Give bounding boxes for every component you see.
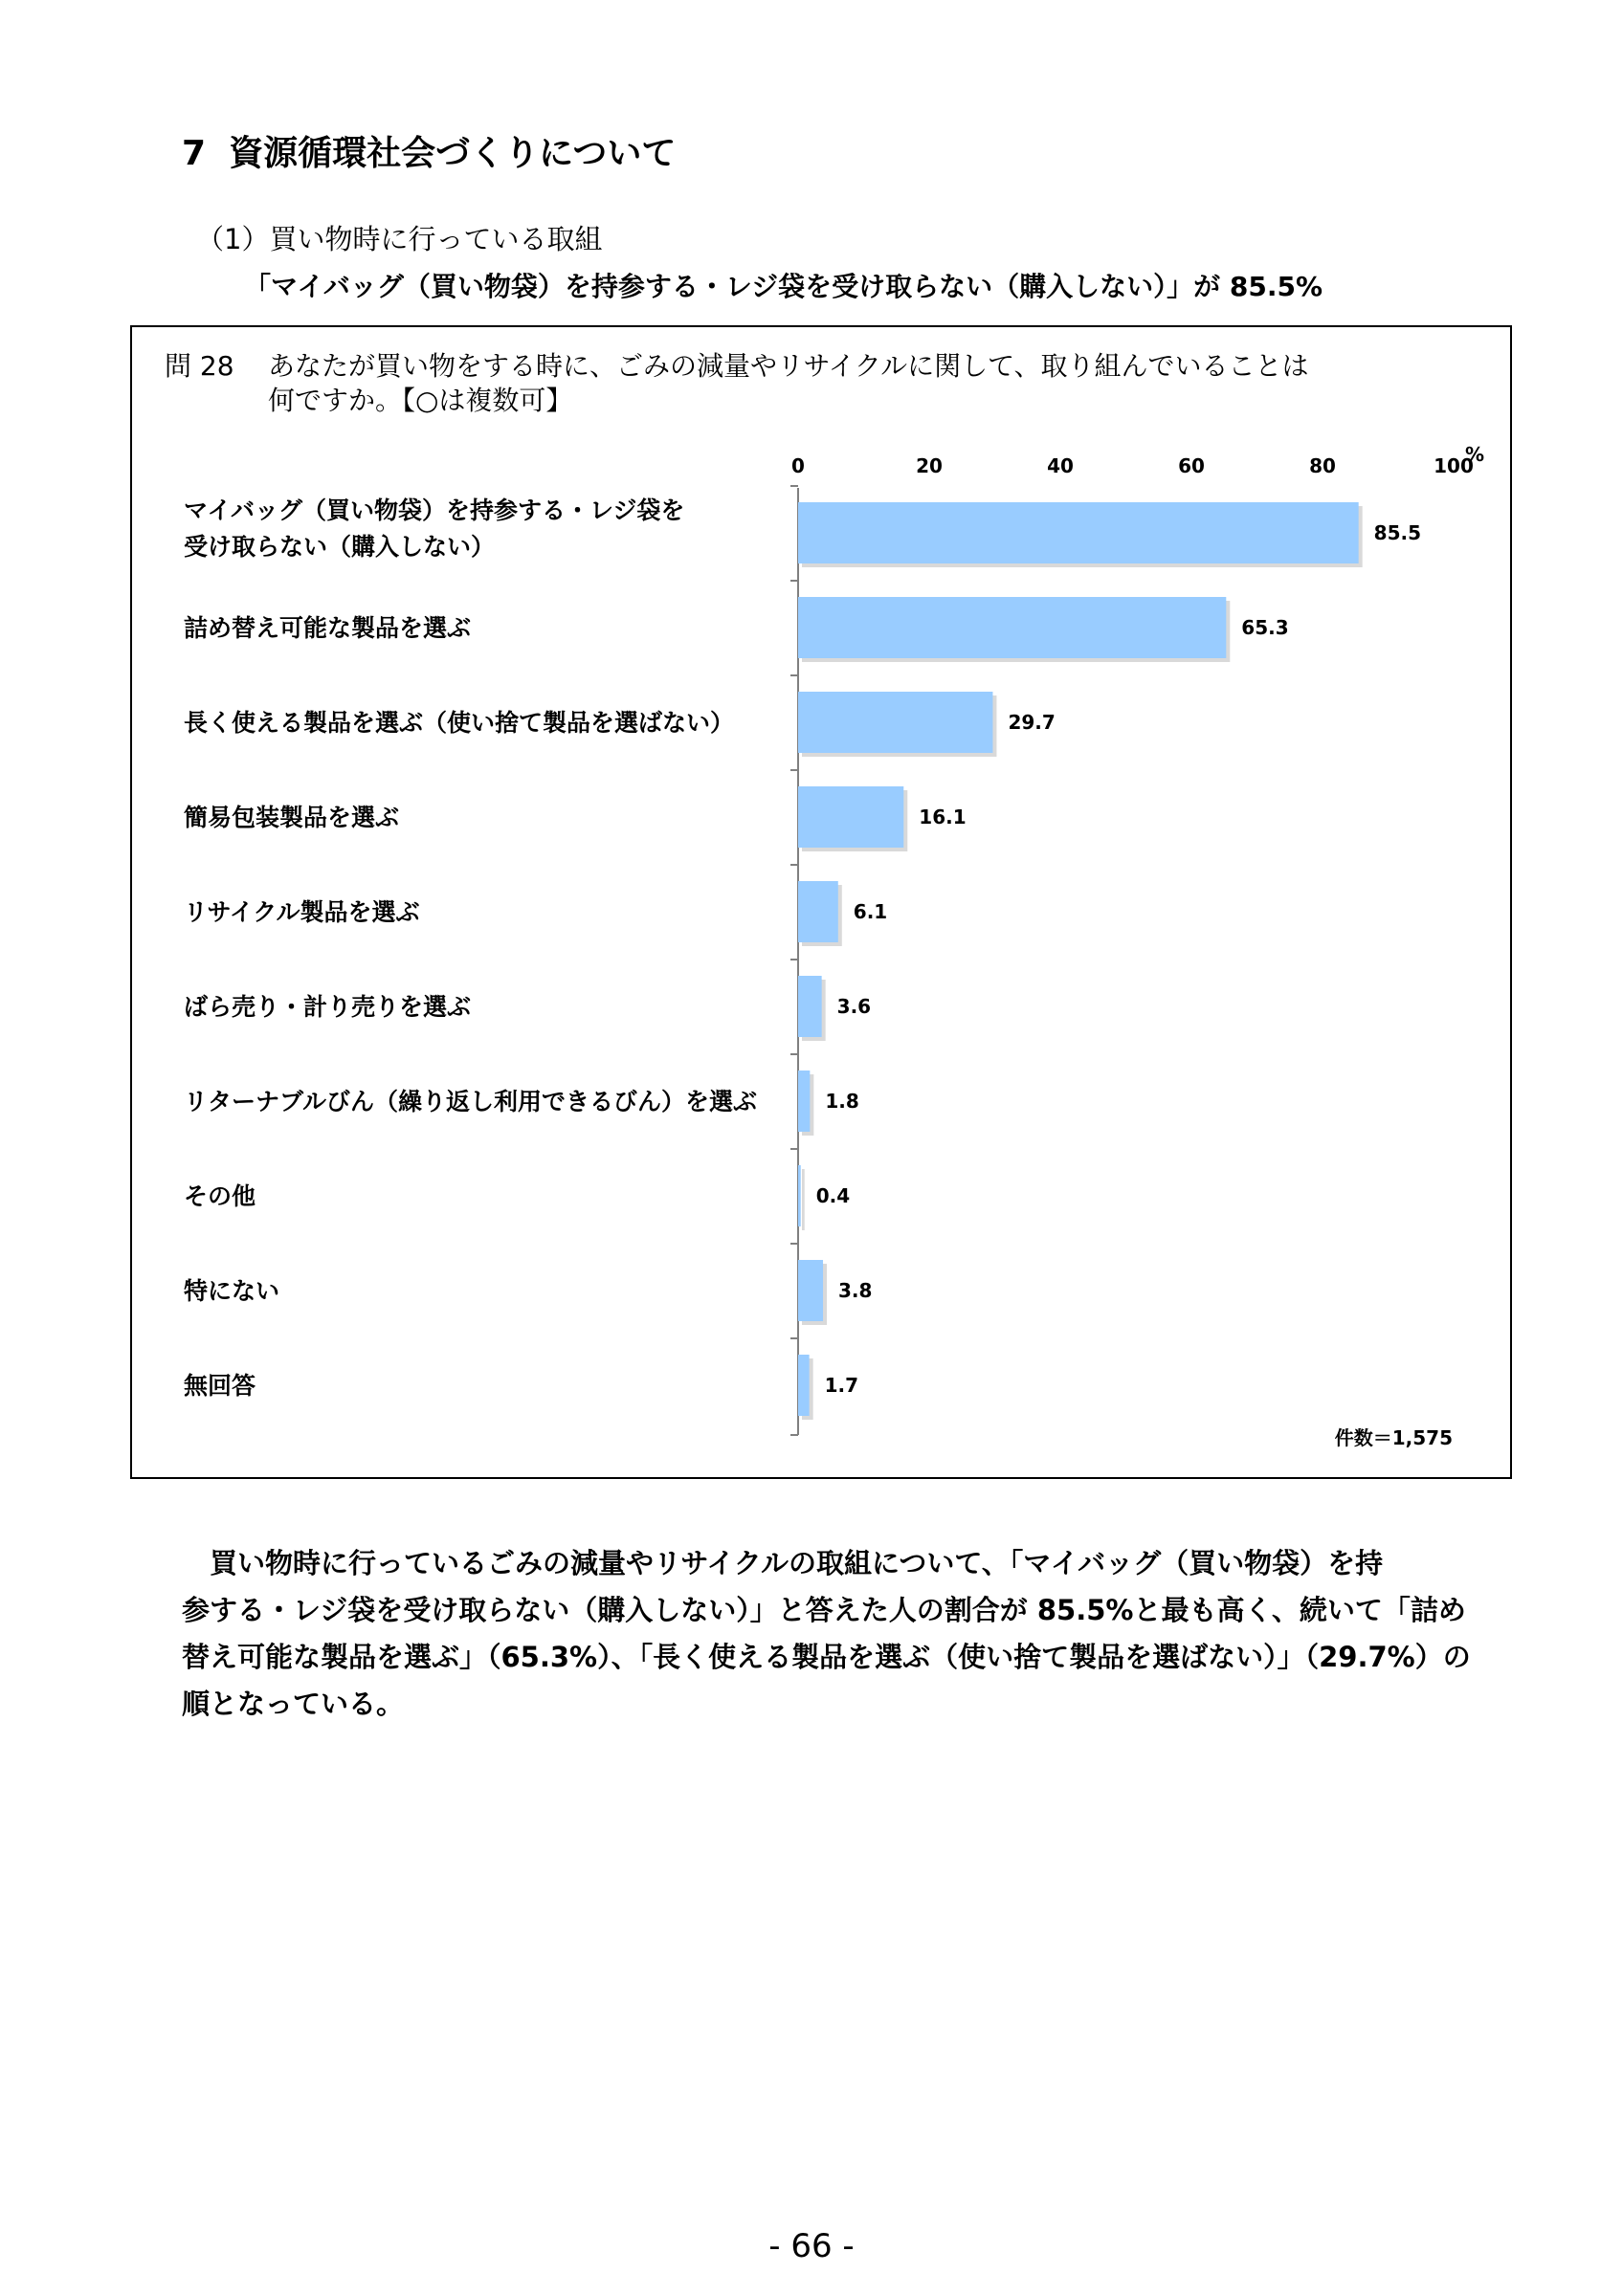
question-text-line1: あなたが買い物をする時に、ごみの減量やリサイクルに関して、取り組んでいることは	[268, 350, 1309, 382]
bar	[798, 1260, 823, 1321]
bar	[798, 786, 903, 848]
bar-value-label: 65.3	[1241, 616, 1289, 639]
body-line: 替え可能な製品を選ぶ」（65.3%）、「長く使える製品を選ぶ（使い捨て製品を選ばない）」（29.7%）の	[182, 1641, 1471, 1673]
bar	[798, 1355, 810, 1416]
category-label: 長く使える製品を選ぶ（使い捨て製品を選ばない）	[184, 709, 735, 737]
body-text	[182, 1540, 1502, 1728]
bar-value-label: 0.4	[815, 1184, 851, 1207]
bar	[798, 1165, 801, 1226]
bar-value-label: 85.5	[1373, 521, 1422, 544]
category-label: 簡易包装製品を選ぶ	[184, 804, 400, 831]
body-line: 参する・レジ袋を受け取らない（購入しない）」と答えた人の割合が 85.5%と最も高く、続いて「詰め	[182, 1594, 1466, 1626]
subsection-summary: 「マイバッグ（買い物袋）を持参する・レジ袋を受け取らない（購入しない）」が 85.5%	[244, 271, 1323, 302]
question-number: 問 28	[165, 350, 234, 382]
bar-value-label: 29.7	[1008, 711, 1056, 734]
bar	[798, 976, 822, 1037]
category-label: その他	[184, 1182, 256, 1210]
sample-size-label: 件数＝1,575	[1334, 1426, 1453, 1449]
body-line: 買い物時に行っているごみの減量やリサイクルの取組について、「マイバッグ（買い物袋）を持	[182, 1547, 1384, 1579]
bar	[798, 502, 1359, 563]
category-label: リサイクル製品を選ぶ	[184, 898, 420, 926]
x-tick-label: 80	[1309, 454, 1336, 477]
bar-value-label: 6.1	[853, 900, 888, 923]
x-tick-label: 0	[791, 454, 805, 477]
bar-value-label: 3.8	[838, 1279, 873, 1302]
category-label: リターナブルびん（繰り返し利用できるびん）を選ぶ	[184, 1088, 758, 1115]
page-number: - 66 -	[768, 2227, 855, 2265]
bar	[798, 881, 838, 942]
bar	[798, 1071, 810, 1132]
category-label: 無回答	[184, 1372, 256, 1400]
bar-value-label: 1.7	[824, 1374, 859, 1397]
bar-value-label: 16.1	[919, 806, 967, 828]
x-tick-label: 20	[916, 454, 943, 477]
category-label: 受け取らない（購入しない）	[184, 533, 496, 561]
section-number: 7	[182, 134, 207, 173]
body-line: 順となっている。	[182, 1688, 405, 1720]
x-tick-label: 40	[1047, 454, 1074, 477]
x-unit-label: %	[1464, 443, 1485, 466]
x-tick-label: 60	[1178, 454, 1205, 477]
subsection-title: （1）買い物時に行っている取組	[196, 223, 603, 255]
question-text-line2: 何ですか。【○は複数可】	[268, 385, 573, 416]
bar-shadow	[802, 1169, 805, 1230]
section-title-text: 資源循環社会づくりについて	[229, 134, 677, 173]
bar-value-label: 1.8	[825, 1090, 859, 1113]
category-label: 詰め替え可能な製品を選ぶ	[184, 614, 472, 642]
bar	[798, 692, 992, 753]
x-tick-label: 100	[1434, 454, 1474, 477]
bar	[798, 597, 1226, 658]
category-label: 特にない	[184, 1277, 280, 1305]
category-label: マイバッグ（買い物袋）を持参する・レジ袋を	[184, 497, 685, 524]
bar-value-label: 3.6	[836, 995, 872, 1018]
category-label: ばら売り・計り売りを選ぶ	[184, 993, 472, 1021]
